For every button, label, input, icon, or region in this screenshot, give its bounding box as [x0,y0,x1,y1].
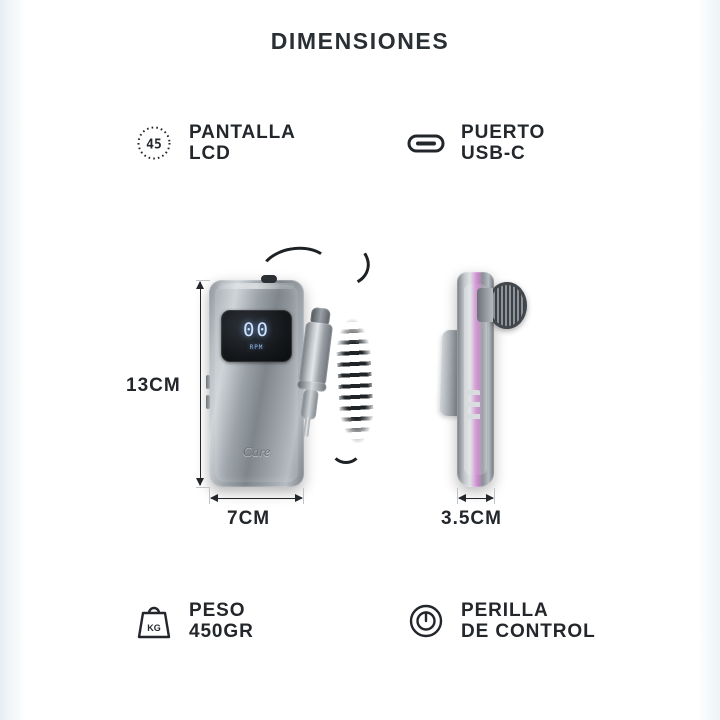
feature-usb-line2: USB-C [461,143,526,165]
guide-height-bottom [196,487,210,488]
lcd-unit: RPM [249,344,264,351]
feature-usb-labels [461,122,545,165]
feature-lcd-line1: PANTALLA [189,122,296,143]
device-lcd-display [221,310,292,362]
coiled-cable [335,317,376,445]
device-button-up [206,375,210,389]
svg-text:KG: KG [147,623,161,634]
feature-lcd-labels [189,122,296,165]
brand-logo: Care [242,445,271,460]
feature-knob [405,600,596,643]
device-top-bevel [218,283,295,289]
feature-lcd-line2: LCD [189,143,231,165]
guide-width-right [303,488,304,504]
handpiece-neck [300,388,319,420]
lcd-digits: 00 [243,319,270,341]
page-title: DIMENSIONES [270,28,450,54]
dimension-arrow-depth [459,498,493,499]
handpiece-tip [303,417,310,437]
device-top-port [261,275,277,283]
dimension-label-height: 13CM [126,375,181,396]
dimension-arrow-height [200,282,201,485]
svg-text:45: 45 [146,137,162,153]
dimension-arrow-width [211,498,302,499]
control-knob-icon [405,600,447,642]
feature-weight [133,600,254,643]
feature-knob-labels [461,600,596,643]
usb-c-port-icon [405,122,447,164]
guide-depth-right [494,488,495,504]
feature-lcd [133,122,296,165]
device-side-buttons [467,390,480,426]
feature-knob-line2: DE CONTROL [461,621,596,643]
feature-weight-line2: 450GR [189,621,254,643]
lcd-screen-icon [133,122,175,164]
feature-weight-labels [189,600,254,643]
feature-weight-line1: PESO [189,600,246,621]
weight-icon [133,600,175,642]
coiled-cable-end [330,434,362,464]
feature-usb [405,122,545,165]
device-control-knob [487,282,527,329]
product-photo [0,210,720,550]
device-front-view [209,280,304,487]
feature-usb-line1: PUERTO [461,122,546,143]
device-button-down [206,395,210,409]
feature-knob-line1: PERILLA [461,600,549,621]
dimension-label-width: 7CM [227,508,271,529]
dimension-label-depth: 3.5CM [441,508,502,529]
